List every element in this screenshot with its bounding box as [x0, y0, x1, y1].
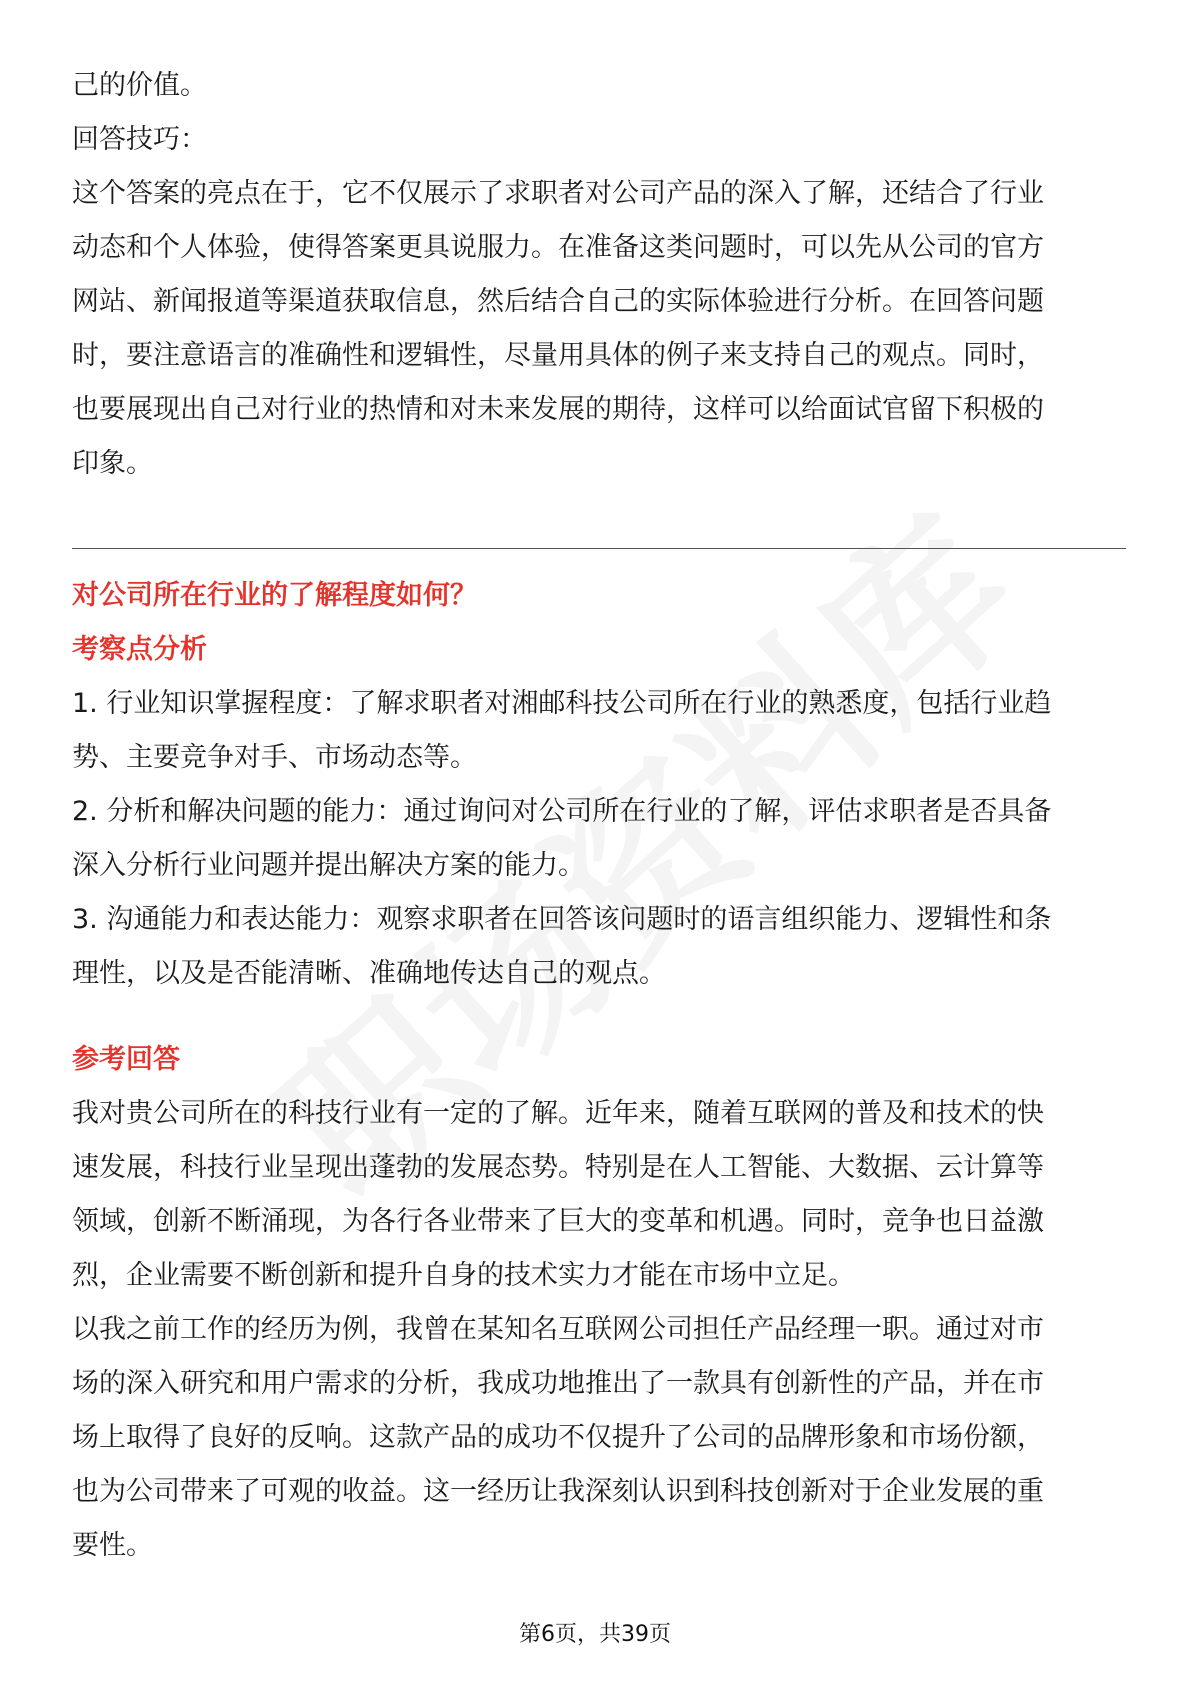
analysis-line: 深入分析行业问题并提出解决方案的能力。 [72, 850, 585, 881]
section-divider [72, 548, 1126, 549]
analysis-line: 3. 沟通能力和表达能力：观察求职者在回答该问题时的语言组织能力、逻辑性和条 [72, 904, 1052, 935]
answer-heading: 参考回答 [72, 1044, 180, 1075]
question-title: 对公司所在行业的了解程度如何？ [72, 580, 477, 611]
answer-line: 我对贵公司所在的科技行业有一定的了解。近年来，随着互联网的普及和技术的快 [72, 1098, 1044, 1129]
tips-line: 印象。 [72, 448, 153, 479]
answer-line: 也为公司带来了可观的收益。这一经历让我深刻认识到科技创新对于企业发展的重 [72, 1476, 1044, 1507]
answer-line: 要性。 [72, 1530, 153, 1561]
analysis-line: 2. 分析和解决问题的能力：通过询问对公司所在行业的了解，评估求职者是否具备 [72, 796, 1052, 827]
analysis-line: 理性，以及是否能清晰、准确地传达自己的观点。 [72, 958, 666, 989]
tips-line: 也要展现出自己对行业的热情和对未来发展的期待，这样可以给面试官留下积极的 [72, 394, 1044, 425]
intro-line: 己的价值。 [72, 70, 207, 101]
answer-line: 领域，创新不断涌现，为各行各业带来了巨大的变革和机遇。同时，竞争也日益激 [72, 1206, 1044, 1237]
analysis-line: 势、主要竞争对手、市场动态等。 [72, 742, 477, 773]
answer-line: 以我之前工作的经历为例，我曾在某知名互联网公司担任产品经理一职。通过对市 [72, 1314, 1044, 1345]
analysis-line: 1. 行业知识掌握程度：了解求职者对湘邮科技公司所在行业的熟悉度，包括行业趋 [72, 688, 1052, 719]
tips-line: 动态和个人体验，使得答案更具说服力。在准备这类问题时，可以先从公司的官方 [72, 232, 1044, 263]
tips-line: 时，要注意语言的准确性和逻辑性，尽量用具体的例子来支持自己的观点。同时， [72, 340, 1044, 371]
tips-line: 网站、新闻报道等渠道获取信息，然后结合自己的实际体验进行分析。在回答问题 [72, 286, 1044, 317]
tips-line: 这个答案的亮点在于，它不仅展示了求职者对公司产品的深入了解，还结合了行业 [72, 178, 1044, 209]
document-page [72, 0, 1116, 1684]
tips-label: 回答技巧： [72, 124, 207, 155]
answer-line: 场上取得了良好的反响。这款产品的成功不仅提升了公司的品牌形象和市场份额， [72, 1422, 1044, 1453]
answer-line: 场的深入研究和用户需求的分析，我成功地推出了一款具有创新性的产品，并在市 [72, 1368, 1044, 1399]
page-number: 第6页，共39页 [519, 1622, 671, 1647]
answer-line: 速发展，科技行业呈现出蓬勃的发展态势。特别是在人工智能、大数据、云计算等 [72, 1152, 1044, 1183]
answer-line: 烈，企业需要不断创新和提升自身的技术实力才能在市场中立足。 [72, 1260, 855, 1291]
analysis-heading: 考察点分析 [72, 634, 207, 665]
